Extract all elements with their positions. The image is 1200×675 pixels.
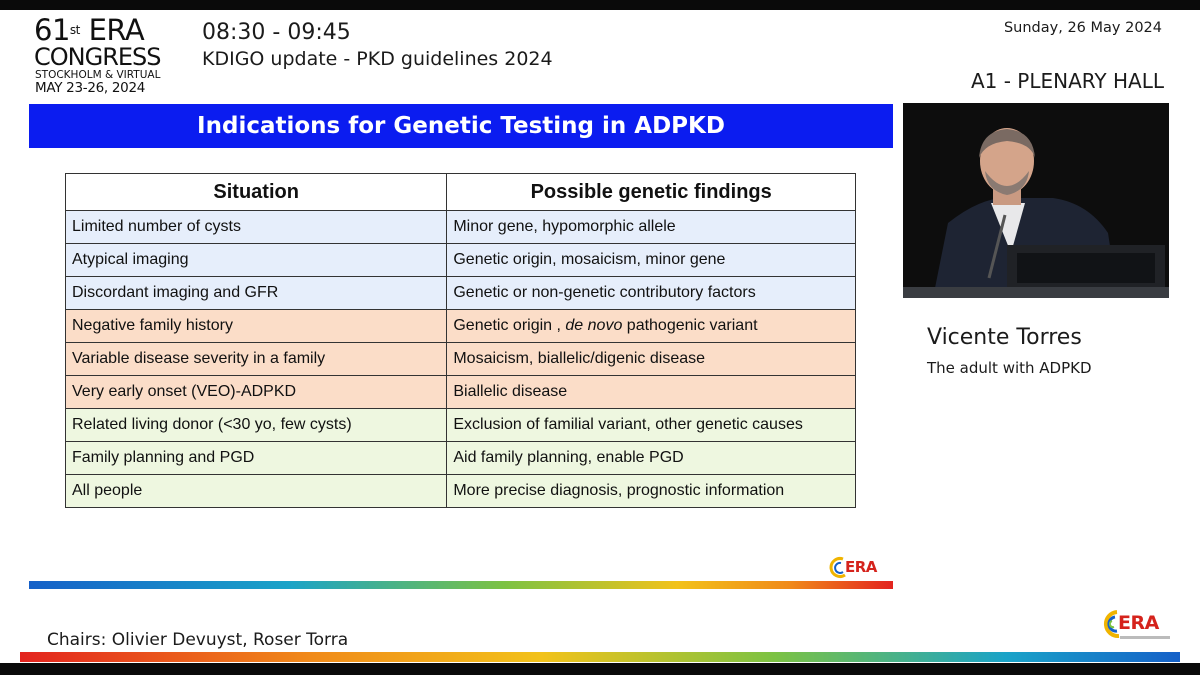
table-row xyxy=(66,475,856,508)
cell-findings: More precise diagnosis, prognostic information xyxy=(447,475,856,508)
footer-era-logo-text: ERA xyxy=(1118,612,1159,634)
table-row xyxy=(66,211,856,244)
findings-text-post: pathogenic variant xyxy=(622,317,758,334)
table-row xyxy=(66,376,856,409)
cell-situation: Variable disease severity in a family xyxy=(66,343,447,376)
cell-findings: Biallelic disease xyxy=(447,376,856,409)
speaker-video-frame xyxy=(903,103,1169,298)
session-title: KDIGO update - PKD guidelines 2024 xyxy=(202,48,553,70)
table-row xyxy=(66,343,856,376)
findings-text-italic: de novo xyxy=(565,317,623,334)
era-congress-logo xyxy=(34,14,164,96)
cell-situation: Negative family history xyxy=(66,310,447,343)
session-time: 08:30 - 09:45 xyxy=(202,20,351,45)
cell-findings: Genetic origin, mosaicism, minor gene xyxy=(447,244,856,277)
table-row xyxy=(66,310,856,343)
session-date: Sunday, 26 May 2024 xyxy=(1003,20,1162,36)
cell-situation: Family planning and PGD xyxy=(66,442,447,475)
logo-edition-name: 61st ERA xyxy=(34,13,145,47)
logo-location: STOCKHOLM & VIRTUAL xyxy=(35,69,161,81)
cell-findings: Aid family planning, enable PGD xyxy=(447,442,856,475)
cell-situation: All people xyxy=(66,475,447,508)
table-row xyxy=(66,244,856,277)
slide-color-stripe xyxy=(29,581,893,589)
table-row xyxy=(66,442,856,475)
column-header-situation: Situation xyxy=(66,174,447,211)
cell-findings: Genetic or non-genetic contributory factors xyxy=(447,277,856,310)
table-header-row xyxy=(66,174,856,211)
session-room: A1 - PLENARY HALL xyxy=(970,69,1164,93)
cell-findings: Mosaicism, biallelic/digenic disease xyxy=(447,343,856,376)
cell-findings: Exclusion of familial variant, other genetic causes xyxy=(447,409,856,442)
cell-situation: Discordant imaging and GFR xyxy=(66,277,447,310)
slide-era-logo-text: ERA xyxy=(845,558,877,576)
cell-situation: Atypical imaging xyxy=(66,244,447,277)
speaker-video xyxy=(903,103,1169,298)
table-row xyxy=(66,409,856,442)
speaker-talk-title: The adult with ADPKD xyxy=(927,359,1092,377)
footer-color-stripe xyxy=(20,652,1180,662)
findings-text-pre: Genetic origin , xyxy=(453,317,566,334)
bottom-black-bar xyxy=(0,663,1200,675)
footer-era-logo xyxy=(1098,608,1174,646)
cell-situation: Limited number of cysts xyxy=(66,211,447,244)
cell-findings xyxy=(447,310,856,343)
footer-era-tagline-mark xyxy=(1120,636,1170,639)
top-black-bar xyxy=(0,0,1200,10)
genetic-testing-table xyxy=(65,173,856,508)
cell-findings: Minor gene, hypomorphic allele xyxy=(447,211,856,244)
column-header-findings: Possible genetic findings xyxy=(447,174,856,211)
cell-situation: Related living donor (<30 yo, few cysts) xyxy=(66,409,447,442)
slide-title: Indications for Genetic Testing in ADPKD xyxy=(29,104,893,148)
table-row xyxy=(66,277,856,310)
cell-situation: Very early onset (VEO)-ADPKD xyxy=(66,376,447,409)
session-chairs: Chairs: Olivier Devuyst, Roser Torra xyxy=(47,630,349,650)
logo-dates: MAY 23-26, 2024 xyxy=(35,80,146,96)
speaker-name: Vicente Torres xyxy=(927,325,1082,350)
logo-congress: CONGRESS xyxy=(34,43,161,71)
slide-era-logo xyxy=(829,556,889,580)
